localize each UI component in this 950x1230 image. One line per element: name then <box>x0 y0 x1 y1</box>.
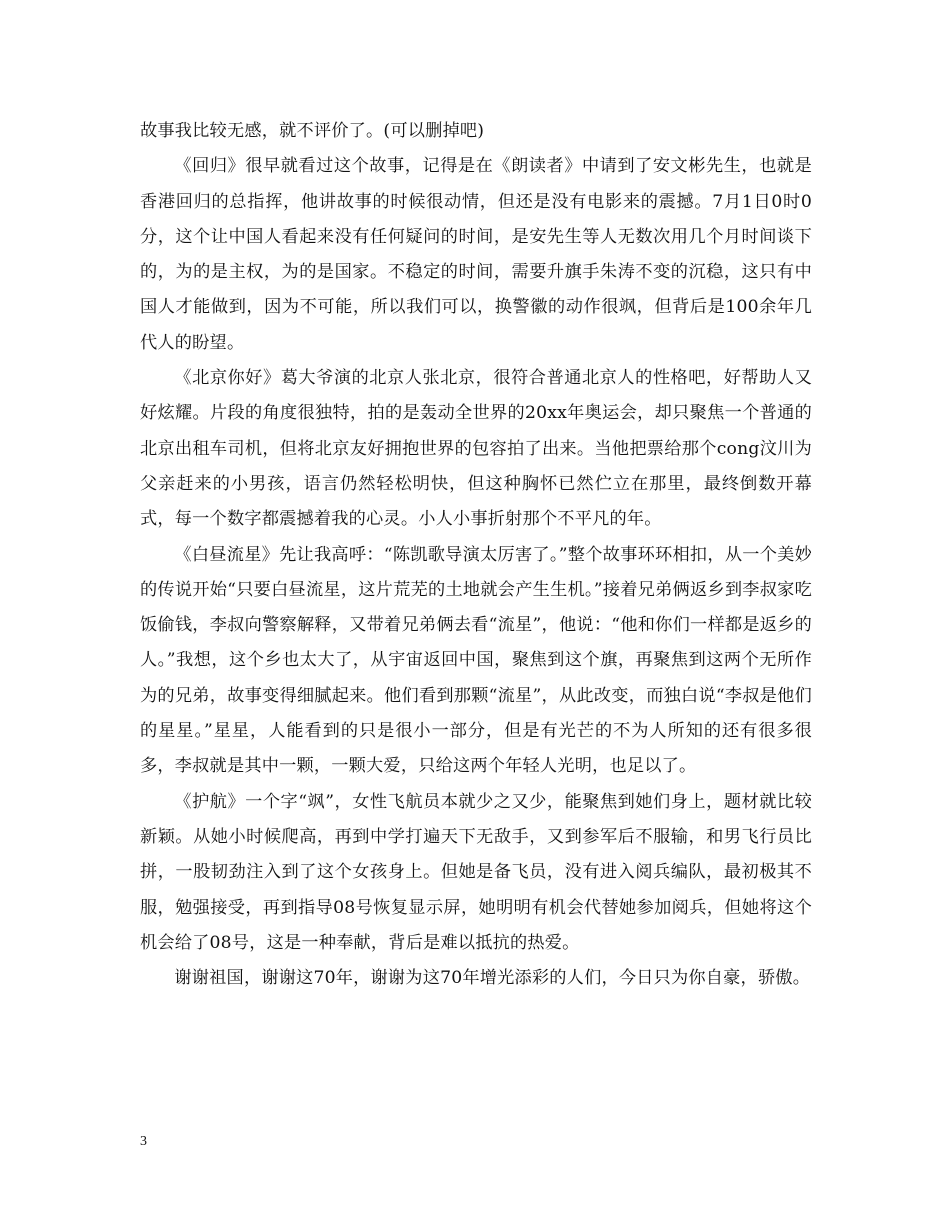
paragraph-continuation: 故事我比较无感，就不评价了。(可以删掉吧) <box>140 121 485 141</box>
paragraph-huhang: 《护航》一个字“飒”，女性飞航员本就少之又少，能聚焦到她们身上，题材就比较新颖。从她小时候爬高，再到中学打遍天下无敌手，又到参军后不服输，和男飞行员比拼，一股韧劲注入到了这个女孩身上。但她是备飞员，没有进入阅兵编队，最初极其不服，勉强接受，再到指导08号恢复显示屏，她明明有机会代替她参加阅兵，但她将这个机会给了08号，这是一种奉献，背后是难以抵抗的热爱。 <box>140 791 812 953</box>
paragraph-baizhou-liuxing: 《白昼流星》先让我高呼：“陈凯歌导演太厉害了。”整个故事环环相扣，从一个美妙的传说开始“只要白昼流星，这片荒芜的土地就会产生生机。”接着兄弟俩返乡到李叔家吃饭偷钱，李叔向警察解释，又带着兄弟俩去看“流星”，他说：“他和你们一样都是返乡的人。”我想，这个乡也太大了，从宇宙返回中国，聚焦到这个旗，再聚焦到这两个无所作为的兄弟，故事变得细腻起来。他们看到那颗“流星”，从此改变，而独白说“李叔是他们的星星。”星星，人能看到的只是很小一部分，但是有光芒的不为人所知的还有很多很多，李叔就是其中一颗，一颗大爱，只给这两个年轻人光明，也足以了。 <box>140 544 812 777</box>
paragraph-huigui: 《回归》很早就看过这个故事，记得是在《朗读者》中请到了安文彬先生，也就是香港回归的总指挥，他讲故事的时候很动情，但还是没有电影来的震撼。7月1日0时0分，这个让中国人看起来没有任何疑问的时间，是安先生等人无数次用几个月时间谈下的，为的是主权，为的是国家。不稳定的时间，需要升旗手朱涛不变的沉稳，这只有中国人才能做到，因为不可能，所以我们可以，换警徽的动作很飒，但背后是100余年几代人的盼望。 <box>140 156 812 353</box>
document-body <box>140 114 812 996</box>
page-number: 3 <box>140 1134 147 1149</box>
paragraph-beijing-nihao: 《北京你好》葛大爷演的北京人张北京，很符合普通北京人的性格吧，好帮助人又好炫耀。片段的角度很独特，拍的是轰动全世界的20xx年奥运会，却只聚焦一个普通的北京出租车司机，但将北京友好拥抱世界的包容拍了出来。当他把票给那个cong汶川为父亲赶来的小男孩，语言仍然轻松明快，但这种胸怀已然伫立在那里，最终倒数开幕式，每一个数字都震撼着我的心灵。小人小事折射那个不平凡的年。 <box>140 368 812 530</box>
paragraph-closing: 谢谢祖国，谢谢这70年，谢谢为这70年增光添彩的人们，今日只为你自豪，骄傲。 <box>174 968 811 989</box>
